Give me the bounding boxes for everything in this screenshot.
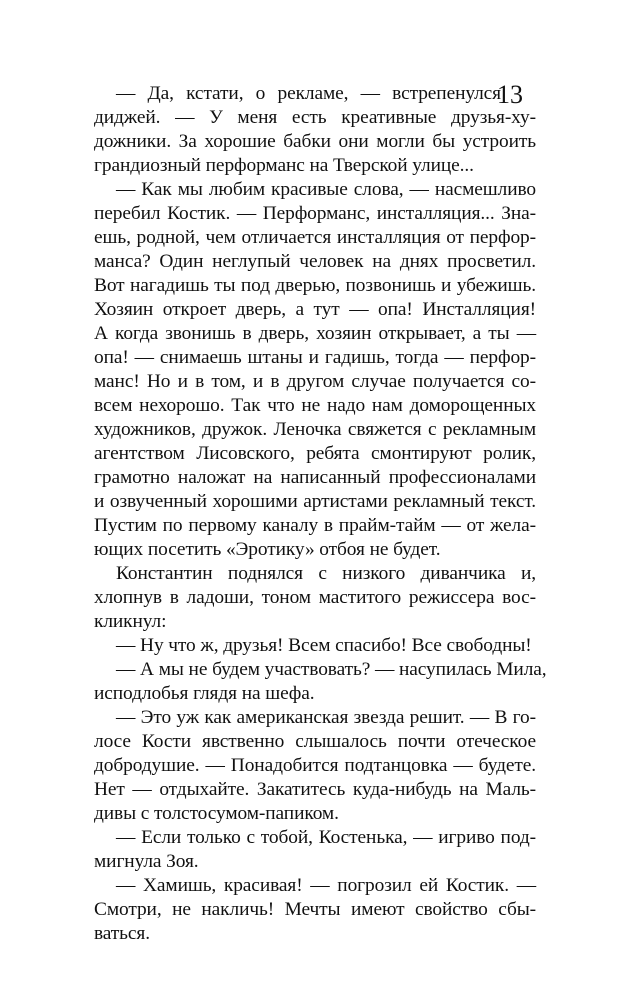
text-line: Хозяин откроет дверь, а тут — опа! Инсталляция! [94, 299, 536, 320]
text-line: агентством Лисовского, ребята смонтируют ролик, [94, 443, 536, 464]
text-line: дивы с толстосумом-папиком. [94, 803, 339, 824]
text-line: исподлобья глядя на шефа. [94, 683, 315, 704]
text-line: всем нехорошо. Так что не надо нам доморощенных [94, 395, 536, 416]
text-line: — Хамишь, красивая! — погрозил ей Костик. — [116, 875, 536, 896]
text-line: ешь, родной, чем отличается инсталляция от перфор- [94, 227, 536, 248]
text-line: Нет — отдыхайте. Закатитесь куда-нибудь на Маль- [94, 779, 536, 800]
text-line: художников, дружок. Леночка свяжется с рекламным [94, 419, 536, 440]
text-line: манс! Но и в том, и в другом случае получается со- [94, 371, 536, 392]
text-line: ваться. [94, 923, 150, 944]
text-line: перебил Костик. — Перформанс, инсталляция... Зна- [94, 203, 536, 224]
text-line: грандиозный перформанс на Тверской улице... [94, 155, 474, 176]
text-line: ющих посетить «Эротику» отбоя не будет. [94, 539, 441, 560]
text-line: и озвученный хорошими артистами рекламный текст. [94, 491, 536, 512]
text-line: лосе Кости явственно слышалось почти отеческое [94, 731, 536, 752]
text-line: кликнул: [94, 611, 167, 632]
text-line: хлопнув в ладоши, тоном маститого режиссера вос- [94, 587, 536, 608]
text-line: манса? Один неглупый человек на днях просветил. [94, 251, 536, 272]
text-line: Константин поднялся с низкого диванчика и, [116, 563, 536, 584]
text-line: — А мы не будем участвовать? — насупилась Мила, [116, 659, 547, 680]
page-number: 13 [497, 80, 523, 109]
text-line: добродушие. — Понадобится подтанцовка — будете. [94, 755, 536, 776]
text-line: — Ну что ж, друзья! Всем спасибо! Все свободны! [116, 635, 532, 656]
text-line: — Это уж как американская звезда решит. — В го- [116, 707, 536, 728]
text-line: Вот нагадишь ты под дверью, позвонишь и убежишь. [94, 275, 536, 296]
body-text [94, 82, 547, 946]
text-line: — Да, кстати, о рекламе, — встрепенулся [116, 83, 501, 104]
text-line: мигнула Зоя. [94, 851, 199, 872]
text-line: — Как мы любим красивые слова, — насмешливо [116, 179, 536, 200]
text-line: А когда звонишь в дверь, хозяин открывает, а ты — [94, 323, 536, 344]
text-line: опа! — снимаешь штаны и гадишь, тогда — перфор- [94, 347, 536, 368]
text-line: Смотри, не накличь! Мечты имеют свойство сбы- [94, 899, 536, 920]
text-line: грамотно наложат на написанный профессионалами [94, 467, 536, 488]
text-line: дожники. За хорошие бабки они могли бы устроить [94, 131, 536, 152]
text-line: диджей. — У меня есть креативные друзья-ху- [94, 107, 536, 128]
text-line: — Если только с тобой, Костенька, — игриво под- [116, 827, 536, 848]
text-line: Пустим по первому каналу в прайм-тайм — от жела- [94, 515, 536, 536]
